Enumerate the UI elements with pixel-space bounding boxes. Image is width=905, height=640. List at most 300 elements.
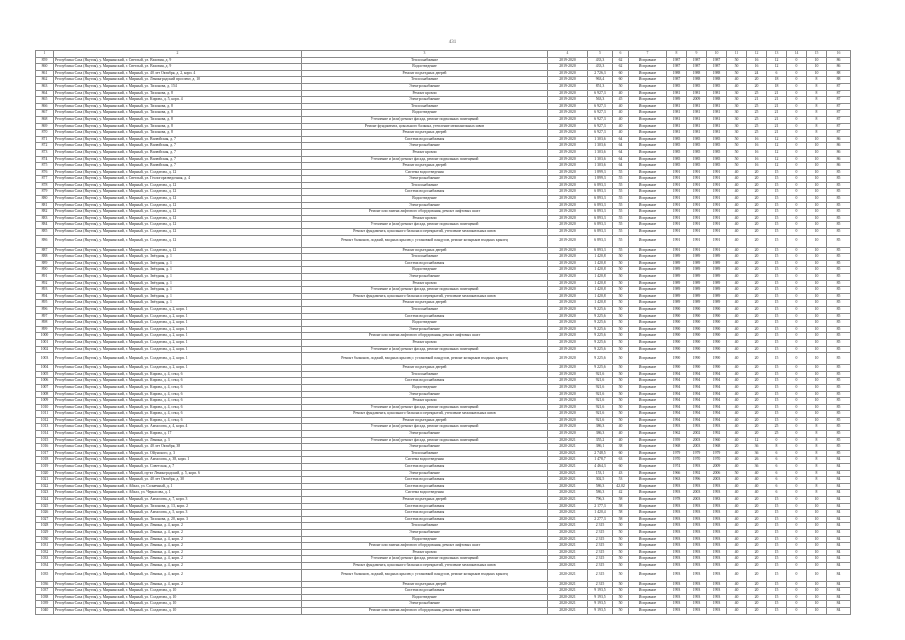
year-cell: 1981	[707, 123, 727, 130]
year-cell: 1994	[707, 411, 727, 418]
address-cell: Республика Саха (Якутия), у. Мирнинский, г. Светлый, ул. Геологоразведочная, д. 4	[54, 176, 302, 183]
value-cell: 15	[767, 300, 787, 307]
value-cell: 40	[727, 417, 747, 424]
work-type-cell: Теплоснабжение	[302, 306, 548, 313]
row-number: 1032	[36, 549, 54, 556]
address-cell: Республика Саха (Якутия), у. Мирнинский, г. Мирный, ул. Кирова, д. 4, секц. 6	[54, 417, 302, 424]
area-cell: 6 893,3	[588, 222, 613, 229]
year-cell: 1988	[687, 70, 707, 77]
floor-cell: 58	[613, 497, 629, 504]
value-cell: 10	[807, 222, 827, 229]
table-row	[36, 156, 851, 163]
status-cell: Исправное	[629, 306, 667, 313]
row-number: 894	[36, 293, 54, 300]
value-cell: 85	[827, 450, 851, 457]
work-type-cell: Ремонт балконов, лоджий, входных крылец с установкой пандусов, ремонт козырьков входных крылец	[302, 353, 548, 365]
value-cell: 30	[727, 116, 747, 123]
year-cell: 1991	[707, 189, 727, 196]
address-cell: Республика Саха (Якутия), у. Мирнинский, г. Мирный, ул. Солдатова, д. 12	[54, 196, 302, 203]
value-cell: 40	[727, 287, 747, 294]
value-cell: 10	[807, 417, 827, 424]
floor-cell: 50	[613, 274, 629, 281]
year-cell: 1974	[667, 464, 687, 471]
address-cell: Республика Саха (Якутия), у. Мирнинский, г. Мирный, ул. Солдатова, д. 2, корп. 1	[54, 333, 302, 340]
table-row	[36, 607, 851, 614]
year-cell: 1991	[687, 215, 707, 222]
value-cell: 0	[787, 313, 807, 320]
area-cell: 2 748,5	[588, 450, 613, 457]
value-cell: 10	[807, 569, 827, 581]
column-number-header: 8	[667, 51, 687, 58]
value-cell: 40	[727, 196, 747, 203]
year-cell: 1991	[687, 209, 707, 216]
floor-cell: 50	[613, 529, 629, 536]
year-cell: 1990	[707, 333, 727, 340]
year-cell: 1993	[687, 503, 707, 510]
row-number: 1036	[36, 581, 54, 588]
floor-cell: 50	[613, 594, 629, 601]
value-cell: 20	[727, 444, 747, 451]
row-number: 892	[36, 280, 54, 287]
value-cell: 20	[747, 287, 767, 294]
value-cell: 15	[767, 209, 787, 216]
table-row	[36, 196, 851, 203]
year-cell: 1981	[667, 103, 687, 110]
address-cell: Республика Саха (Якутия), у. Мирнинский, г. Мирный, ул. Тихонова, д. 13, корп. 2	[54, 503, 302, 510]
status-cell: Исправное	[629, 588, 667, 595]
period-cell: 2019-2020	[548, 235, 588, 247]
year-cell: 1990	[667, 365, 687, 372]
value-cell: 10	[807, 306, 827, 313]
status-cell: Исправное	[629, 457, 667, 464]
value-cell: 0	[787, 274, 807, 281]
value-cell: 40	[727, 280, 747, 287]
floor-cell: 50	[613, 339, 629, 346]
floor-cell: 55	[613, 189, 629, 196]
column-number-header: 12	[747, 51, 767, 58]
year-cell: 1991	[687, 222, 707, 229]
value-cell: 84	[827, 556, 851, 563]
year-cell: 1992	[707, 431, 727, 438]
value-cell: 8	[807, 103, 827, 110]
row-number: 877	[36, 176, 54, 183]
floor-cell: 55	[613, 182, 629, 189]
area-cell: 1 420,8	[588, 287, 613, 294]
address-cell: Республика Саха (Якутия), у. Мирнинский, г. Мирный, ул. Вилюйская, д. 7	[54, 163, 302, 170]
period-cell: 2020-2021	[548, 497, 588, 504]
work-type-cell: Водоотведение	[302, 110, 548, 117]
table-row	[36, 457, 851, 464]
value-cell: 84	[827, 477, 851, 484]
row-number: 879	[36, 189, 54, 196]
year-cell: 1981	[667, 110, 687, 117]
year-cell: 1990	[707, 365, 727, 372]
value-cell: 20	[747, 280, 767, 287]
status-cell: Исправное	[629, 97, 667, 104]
year-cell: 2003	[687, 437, 707, 444]
value-cell: 85	[827, 444, 851, 451]
area-cell: 1 420,8	[588, 254, 613, 261]
value-cell: 0	[787, 450, 807, 457]
value-cell: 40	[727, 371, 747, 378]
table-row	[36, 136, 851, 143]
row-number: 876	[36, 169, 54, 176]
floor-cell: 50	[613, 293, 629, 300]
value-cell: 12	[747, 437, 767, 444]
value-cell: 84	[827, 543, 851, 550]
period-cell: 2019-2020	[548, 365, 588, 372]
year-cell: 1989	[707, 267, 727, 274]
value-cell: 0	[787, 444, 807, 451]
floor-cell: 64	[613, 136, 629, 143]
row-number: 878	[36, 182, 54, 189]
value-cell: 15	[767, 346, 787, 353]
value-cell: 0	[787, 483, 807, 490]
value-cell: 20	[747, 581, 767, 588]
value-cell: 0	[787, 306, 807, 313]
table-row	[36, 235, 851, 247]
address-cell: Республика Саха (Якутия), у. Мирнинский, г. Мирный, ул. Вилюйская, д. 7	[54, 136, 302, 143]
area-cell: 1 420,8	[588, 267, 613, 274]
floor-cell: 50	[613, 280, 629, 287]
year-cell: 1990	[707, 353, 727, 365]
area-cell: 2 315	[588, 529, 613, 536]
value-cell: 15	[767, 543, 787, 550]
period-cell: 2019-2020	[548, 123, 588, 130]
area-cell: 6 927,3	[588, 123, 613, 130]
value-cell: 40	[727, 516, 747, 523]
table-row	[36, 594, 851, 601]
value-cell: 15	[767, 378, 787, 385]
year-cell: 1985	[687, 143, 707, 150]
value-cell: 85	[827, 365, 851, 372]
address-cell: Республика Саха (Якутия), у. Мирнинский, г. Светлый, ул. Ваховия, д. 9	[54, 57, 302, 64]
value-cell: 85	[827, 404, 851, 411]
value-cell: 40	[727, 581, 747, 588]
value-cell: 10	[807, 247, 827, 254]
period-cell: 2019-2020	[548, 431, 588, 438]
work-type-cell: Электроснабжение	[302, 202, 548, 209]
year-cell: 1994	[687, 411, 707, 418]
value-cell: 0	[787, 222, 807, 229]
value-cell: 15	[767, 229, 787, 236]
floor-cell: 50	[613, 549, 629, 556]
value-cell: 20	[747, 274, 767, 281]
value-cell: 10	[807, 326, 827, 333]
table-row	[36, 417, 851, 424]
row-number: 1004	[36, 365, 54, 372]
work-type-cell: Ремонт подъездных дверей	[302, 247, 548, 254]
row-number: 1017	[36, 450, 54, 457]
year-cell: 1993	[707, 510, 727, 517]
row-number: 1022	[36, 483, 54, 490]
table-row	[36, 274, 851, 281]
area-cell: 1 420,8	[588, 274, 613, 281]
value-cell: 0	[787, 182, 807, 189]
value-cell: 36	[747, 464, 767, 471]
row-number: 859	[36, 57, 54, 64]
floor-cell: 38	[613, 444, 629, 451]
floor-cell: 50	[613, 306, 629, 313]
area-cell: 6 927,3	[588, 130, 613, 137]
value-cell: 20	[747, 189, 767, 196]
floor-cell: 55	[613, 215, 629, 222]
period-cell: 2020-2021	[548, 588, 588, 595]
value-cell: 40	[727, 594, 747, 601]
address-cell: Республика Саха (Якутия), у. Мирнинский, г. Мирный, ул. Солдатова, д. 12	[54, 169, 302, 176]
floor-cell: 50	[613, 260, 629, 267]
column-number-header: 2	[54, 51, 302, 58]
year-cell: 1994	[687, 378, 707, 385]
value-cell: 15	[767, 371, 787, 378]
table-row	[36, 64, 851, 71]
value-cell: 0	[767, 437, 787, 444]
table-row	[36, 510, 851, 517]
value-cell: 85	[827, 247, 851, 254]
work-type-cell: Ремонт подъездных дверей	[302, 163, 548, 170]
value-cell: 20	[747, 346, 767, 353]
area-cell: 6 893,3	[588, 202, 613, 209]
value-cell: 6	[767, 470, 787, 477]
value-cell: 0	[787, 215, 807, 222]
floor-cell: 64	[613, 143, 629, 150]
value-cell: 30	[727, 90, 747, 97]
period-cell: 2020-2021	[548, 457, 588, 464]
year-cell: 1989	[667, 274, 687, 281]
address-cell: Республика Саха (Якутия), у. Мирнинский, г. Мирный, ул. Солдатова, д. 2, корп. 1	[54, 320, 302, 327]
value-cell: 50	[727, 70, 747, 77]
value-cell: 10	[807, 182, 827, 189]
row-number: 1001	[36, 339, 54, 346]
status-cell: Исправное	[629, 497, 667, 504]
value-cell: 15	[767, 182, 787, 189]
value-cell: 85	[827, 280, 851, 287]
year-cell: 1993	[667, 569, 687, 581]
year-cell: 1991	[687, 169, 707, 176]
year-cell: 1989	[687, 254, 707, 261]
period-cell: 2020-2021	[548, 510, 588, 517]
column-number-header: 11	[727, 51, 747, 58]
table-row	[36, 543, 851, 550]
value-cell: 10	[807, 202, 827, 209]
value-cell: 15	[767, 569, 787, 581]
value-cell: 88	[827, 70, 851, 77]
year-cell: 2009	[707, 464, 727, 471]
work-type-cell: Электроснабжение	[302, 431, 548, 438]
year-cell: 1990	[687, 333, 707, 340]
period-cell: 2020-2021	[548, 607, 588, 614]
year-cell: 1987	[687, 57, 707, 64]
status-cell: Исправное	[629, 326, 667, 333]
year-cell: 1993	[667, 424, 687, 431]
value-cell: 15	[767, 320, 787, 327]
status-cell: Исправное	[629, 378, 667, 385]
value-cell: 15	[767, 254, 787, 261]
year-cell: 1991	[667, 182, 687, 189]
address-cell: Республика Саха (Якутия), у. Мирнинский, г. Мирный, ул. Кирова, д. 4, секц. 6	[54, 411, 302, 418]
year-cell: 1983	[707, 497, 727, 504]
value-cell: 10	[807, 293, 827, 300]
period-cell: 2019-2020	[548, 163, 588, 170]
work-type-cell: Теплоснабжение	[302, 77, 548, 84]
value-cell: 40	[727, 464, 747, 471]
area-cell: 6 893,3	[588, 196, 613, 203]
value-cell: 8	[807, 130, 827, 137]
value-cell: 15	[767, 267, 787, 274]
year-cell: 1993	[707, 588, 727, 595]
value-cell: 20	[747, 353, 767, 365]
value-cell: 0	[787, 64, 807, 71]
value-cell: 0	[787, 588, 807, 595]
work-type-cell: Электроснабжение	[302, 143, 548, 150]
value-cell: 20	[747, 202, 767, 209]
status-cell: Исправное	[629, 90, 667, 97]
year-cell: 1990	[707, 320, 727, 327]
value-cell: 20	[747, 562, 767, 569]
value-cell: 20	[747, 77, 767, 84]
row-number: 873	[36, 149, 54, 156]
row-number: 1033	[36, 556, 54, 563]
value-cell: 40	[727, 77, 747, 84]
value-cell: 40	[727, 306, 747, 313]
area-cell: 921,6	[588, 411, 613, 418]
floor-cell: 58	[613, 510, 629, 517]
period-cell: 2019-2020	[548, 287, 588, 294]
value-cell: 84	[827, 483, 851, 490]
row-number: 1037	[36, 588, 54, 595]
status-cell: Исправное	[629, 464, 667, 471]
value-cell: 40	[727, 536, 747, 543]
period-cell: 2019-2020	[548, 215, 588, 222]
value-cell: 10	[807, 280, 827, 287]
address-cell: Республика Саха (Якутия), у. Мирнинский, г. Мирный, ул. Кирова, д. 17	[54, 431, 302, 438]
work-type-cell: Ремонт кровли	[302, 149, 548, 156]
value-cell: 15	[767, 222, 787, 229]
year-cell: 1990	[667, 306, 687, 313]
year-cell: 1968	[667, 444, 687, 451]
address-cell: Республика Саха (Якутия), у. Мирнинский, г. Мирный, ул. Ойунского, д. 3	[54, 450, 302, 457]
value-cell: 85	[827, 378, 851, 385]
row-number: 863	[36, 83, 54, 90]
area-cell: 2 315	[588, 523, 613, 530]
work-type-cell: Электроснабжение	[302, 529, 548, 536]
work-type-cell: Ремонт кровли	[302, 549, 548, 556]
value-cell: 6	[767, 464, 787, 471]
floor-cell: 55	[613, 196, 629, 203]
address-cell: Республика Саха (Якутия), у. Мирнинский, г. Мирный, ул. Солдатова, д. 2, корп. 1	[54, 313, 302, 320]
column-number-header: 5	[588, 51, 613, 58]
value-cell: 10	[807, 398, 827, 405]
address-cell: Республика Саха (Якутия), у. Мирнинский, г. Мирный, ул. Солдатова, д. 2, корп. 1	[54, 365, 302, 372]
value-cell: 20	[747, 326, 767, 333]
period-cell: 2020-2021	[548, 490, 588, 497]
value-cell: 86	[827, 64, 851, 71]
value-cell: 20	[747, 503, 767, 510]
status-cell: Исправное	[629, 169, 667, 176]
address-cell: Республика Саха (Якутия), у. Мирнинский, г. Мирный, ул. Звёздная, д. 1	[54, 293, 302, 300]
value-cell: 40	[727, 313, 747, 320]
value-cell: 20	[747, 424, 767, 431]
value-cell: 10	[807, 411, 827, 418]
address-cell: Республика Саха (Якутия), у. Мирнинский, г. Мирный, ул. Солдатова, д. 12	[54, 182, 302, 189]
year-cell: 1993	[667, 516, 687, 523]
area-cell: 1 899,3	[588, 169, 613, 176]
status-cell: Исправное	[629, 424, 667, 431]
status-cell: Исправное	[629, 569, 667, 581]
year-cell: 1959	[667, 437, 687, 444]
work-type-cell: Ремонт кровли	[302, 339, 548, 346]
row-number: 1035	[36, 569, 54, 581]
table-row	[36, 346, 851, 353]
row-number: 1003	[36, 353, 54, 365]
value-cell: 86	[827, 156, 851, 163]
year-cell: 1990	[687, 320, 707, 327]
value-cell: 0	[787, 136, 807, 143]
value-cell: 0	[787, 267, 807, 274]
year-cell: 1990	[687, 306, 707, 313]
status-cell: Исправное	[629, 176, 667, 183]
area-cell: 2 315	[588, 549, 613, 556]
value-cell: 85	[827, 215, 851, 222]
status-cell: Исправное	[629, 391, 667, 398]
value-cell: 15	[767, 280, 787, 287]
value-cell: 0	[787, 365, 807, 372]
year-cell: 1989	[667, 280, 687, 287]
address-cell: Республика Саха (Якутия), у. Мирнинский, г. Мирный, ул. Солдатова, д. 10	[54, 601, 302, 608]
year-cell: 1987	[667, 57, 687, 64]
value-cell: 0	[787, 581, 807, 588]
value-cell: 10	[807, 57, 827, 64]
status-cell: Исправное	[629, 149, 667, 156]
floor-cell: 50	[613, 556, 629, 563]
area-cell: 2 315	[588, 536, 613, 543]
value-cell: 85	[827, 202, 851, 209]
area-cell: 4 464,3	[588, 464, 613, 471]
year-cell: 1993	[707, 523, 727, 530]
address-cell: Республика Саха (Якутия), у. Мирнинский, г. Мирный, ул. Солдатова, д. 12	[54, 189, 302, 196]
value-cell: 85	[827, 391, 851, 398]
period-cell: 2019-2020	[548, 267, 588, 274]
work-type-cell: Утепление и (или) ремонт фасада, ремонт подвальных помещений	[302, 424, 548, 431]
value-cell: 85	[827, 267, 851, 274]
area-cell: 1 303,6	[588, 163, 613, 170]
value-cell: 84	[827, 607, 851, 614]
floor-cell: 50	[613, 523, 629, 530]
area-cell: 1 420,4	[588, 510, 613, 517]
area-cell: 9 225,6	[588, 306, 613, 313]
year-cell: 1989	[707, 274, 727, 281]
page-number: 431	[448, 40, 457, 45]
value-cell: 0	[787, 333, 807, 340]
year-cell: 1994	[707, 391, 727, 398]
year-cell: 1991	[667, 247, 687, 254]
work-type-cell: Теплоснабжение	[302, 450, 548, 457]
table-row	[36, 260, 851, 267]
value-cell: 15	[767, 333, 787, 340]
value-cell: 20	[747, 607, 767, 614]
value-cell: 12	[767, 163, 787, 170]
floor-cell: 60	[613, 70, 629, 77]
year-cell: 1990	[687, 353, 707, 365]
column-number-header: 9	[687, 51, 707, 58]
value-cell: 40	[727, 365, 747, 372]
value-cell: 10	[807, 391, 827, 398]
row-number: 866	[36, 103, 54, 110]
value-cell: 8	[807, 464, 827, 471]
area-cell: 9 193,5	[588, 607, 613, 614]
value-cell: 84	[827, 581, 851, 588]
status-cell: Исправное	[629, 189, 667, 196]
